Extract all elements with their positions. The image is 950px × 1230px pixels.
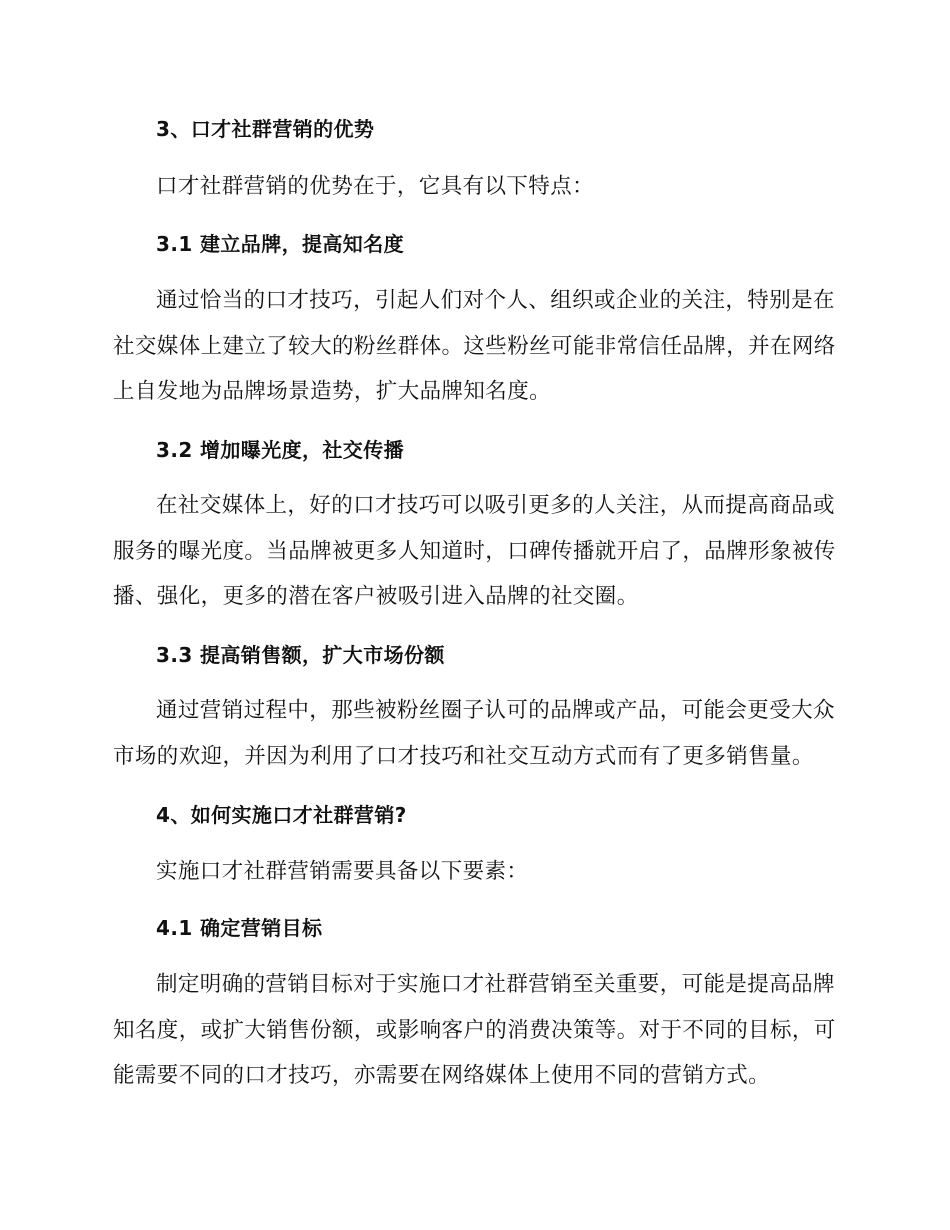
paragraph-line: 社交媒体上建立了较大的粉丝群体。这些粉丝可能非常信任品牌，并在网络 <box>113 334 836 359</box>
paragraph-line: 知名度，或扩大销售份额，或影响客户的消费决策等。对于不同的目标，可 <box>113 1018 836 1043</box>
paragraph-line: 服务的曝光度。当品牌被更多人知道时，口碑传播就开启了，品牌形象被传 <box>113 539 836 564</box>
paragraph-line: 能需要不同的口才技巧，亦需要在网络媒体上使用不同的营销方式。 <box>113 1063 771 1088</box>
subsection-3-2-heading: 3.2 增加曝光度，社交传播 <box>156 438 404 462</box>
section-4-intro: 实施口才社群营销需要具备以下要素： <box>156 859 529 884</box>
section-3-intro: 口才社群营销的优势在于，它具有以下特点： <box>156 174 595 199</box>
paragraph-line: 通过营销过程中，那些被粉丝圈子认可的品牌或产品，可能会更受大众 <box>156 698 835 723</box>
paragraph-line: 制定明确的营销目标对于实施口才社群营销至关重要，可能是提高品牌 <box>156 972 835 997</box>
subsection-3-1-heading: 3.1 建立品牌，提高知名度 <box>156 232 404 256</box>
subsection-3-3-heading: 3.3 提高销售额，扩大市场份额 <box>156 643 445 667</box>
paragraph-line: 在社交媒体上，好的口才技巧可以吸引更多的人关注，从而提高商品或 <box>156 493 835 518</box>
paragraph-line: 通过恰当的口才技巧，引起人们对个人、组织或企业的关注，特别是在 <box>156 288 835 313</box>
section-3-heading: 3、口才社群营销的优势 <box>156 117 375 141</box>
paragraph-line: 市场的欢迎，并因为利用了口才技巧和社交互动方式而有了更多销售量。 <box>113 744 814 769</box>
subsection-4-1-heading: 4.1 确定营销目标 <box>156 916 323 940</box>
paragraph-line: 播、强化，更多的潜在客户被吸引进入品牌的社交圈。 <box>113 584 639 609</box>
section-4-heading: 4、如何实施口才社群营销? <box>156 803 407 827</box>
paragraph-line: 上自发地为品牌场景造势，扩大品牌知名度。 <box>113 379 552 404</box>
